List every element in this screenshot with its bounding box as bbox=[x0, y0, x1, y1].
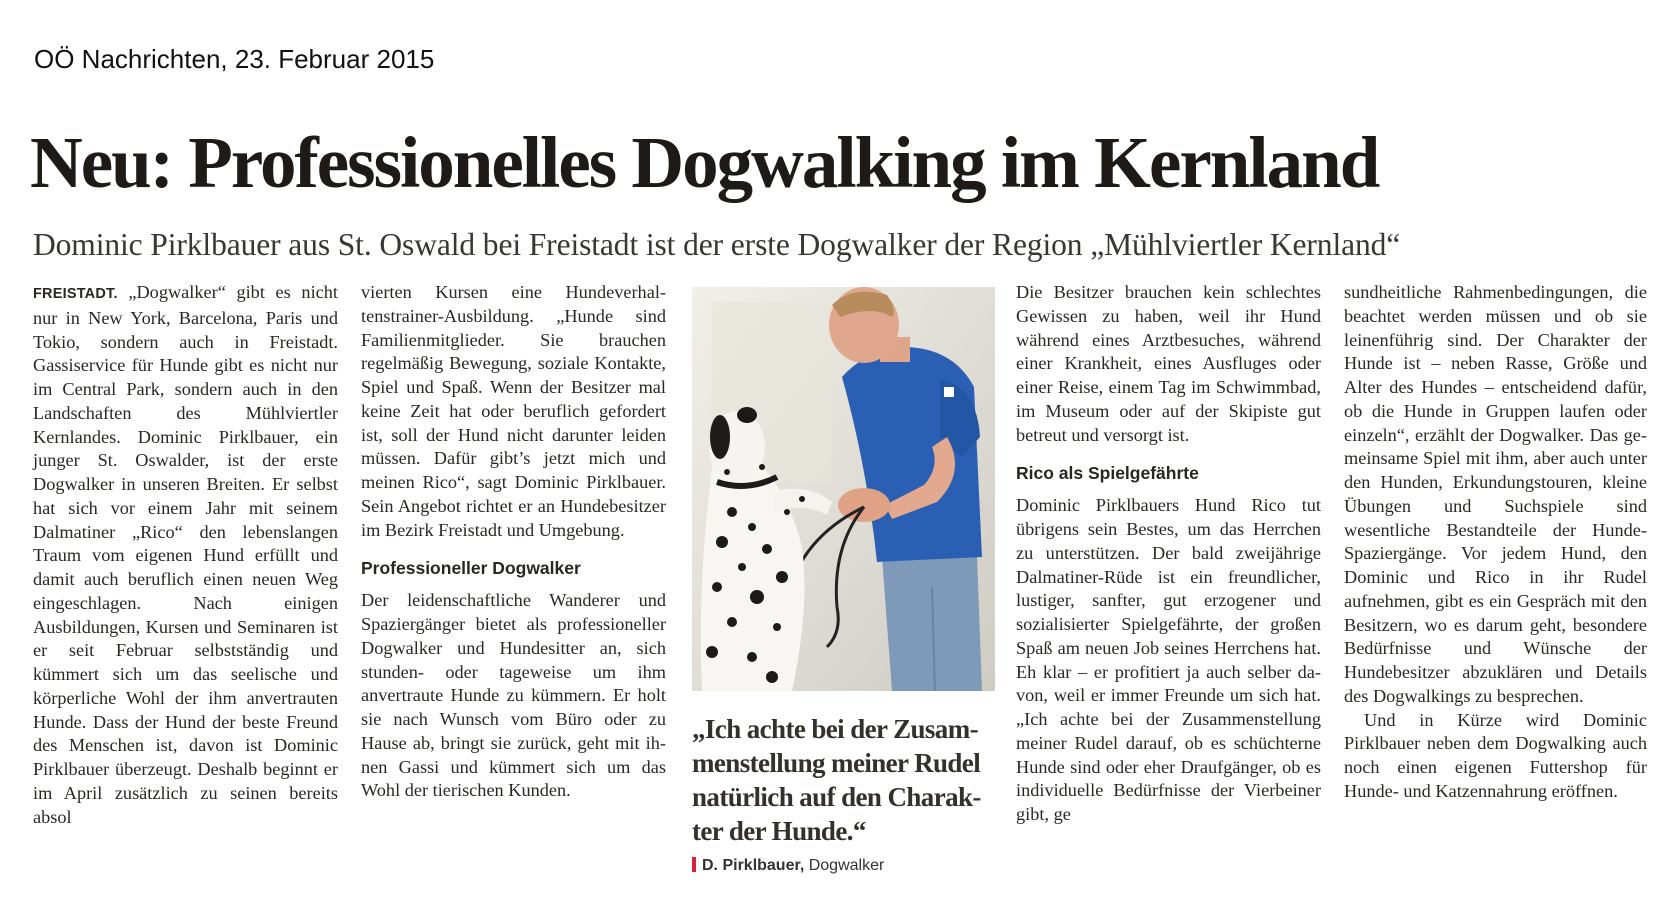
dateline: FREISTADT. bbox=[33, 286, 118, 302]
paragraph: sundheitliche Rahmenbedingungen, die beachtet werden müssen und ob sie leinenführig sind. Der Charakter der Hunde ist – neben Rasse, Größe und Alter des Hundes – entscheidend dafür, ob die Hunde in Gruppen laufen oder einzeln“, erzählt der Dogwalker. Das gemeinsame Spiel mit ihm, aber auch unter den Hunden, Erkundungstouren, kleine Übungen und Suchspiele sind wesentliche Bestandteile der Hunde-Spaziergänge. Vor jedem Hund, den Dominic und Rico in ihr Rudel aufnehmen, gibt es ein Gespräch mit den Besitzern, wo es darum geht, besondere Bedürfnisse und Wünsche der Hundebesitzer abzuklären und Details des Dogwalkings zu besprechen. bbox=[1344, 282, 1647, 706]
pull-quote: „Ich achte bei der Zusammenstellung meiner Rudel natürlich auf den Charakter der Hunde.“ bbox=[692, 714, 982, 846]
section-heading: Professioneller Dogwalker bbox=[361, 558, 581, 579]
paragraph: Dominic Pirklbauers Hund Rico tut übrigens sein Bestes, um das Herrchen zu unterstützen. Der bald zweijährige Dalmatiner-Rüde ist ein freundlicher, lustiger, sanfter, gut erzogener und sozialisierter Spielgefährte, der großen Spaß am neuen Job seines Herrchens hat. Eh klar – er profitiert ja auch selber davon, weil er immer Freunde um sich hat. „Ich achte bei der Zusammenstellung meiner Rudel darauf, ob es schüchterne Hunde sind oder eher Draufgänger, ob es individuelle Bedürfnisse der Vierbeiner gibt, ge bbox=[1016, 495, 1321, 824]
headline: Neu: Professionelles Dogwalking im Kernland bbox=[30, 122, 1379, 203]
paragraph-text: „Dogwalker“ gibt es nicht nur in New York, Barcelona, Paris und Tokio, sondern auch in Freistadt. Gassiservice für Hunde gibt es nicht nur im Central Park, sondern auch in den Landschaften des Mühlviertler Kernlandes. Dominic Pirklbauer, ein junger St. Oswalder, ist der erste Dogwalker in unseren Breiten. Er selbst hat sich vor einem Jahr mit seinem Dalmatiner „Rico“ den lebenslangen Traum vom eigenen Hund erfüllt und damit auch beruflich einen neuen Weg eingeschlagen. Nach einigen Ausbildungen, Kursen und Seminaren ist er seit Februar selbstständig und kümmert sich um das seelische und körperliche Wohl der ihm anvertrauten Hunde. Dass der Hund der beste Freund des Menschen ist, davon ist Dominic Pirklbauer überzeugt. Deshalb beginnt er im April zusätzlich zu seinen bereits absol bbox=[33, 282, 338, 827]
article-column-5 bbox=[1344, 281, 1647, 804]
credit-role: Dogwalker bbox=[808, 857, 885, 874]
section-heading: Rico als Spielgefährte bbox=[1016, 463, 1199, 484]
credit-bar bbox=[692, 857, 696, 872]
paragraph: Die Besitzer brauchen kein schlechtes Gewissen zu haben, weil ihr Hund während eines Arztbesuches, während einer Krankheit, eines Ausfluges oder einer Reise, einem Tag im Schwimmbad, im Museum oder auf der Skipiste gut betreut und versorgt ist. bbox=[1016, 282, 1321, 445]
man-with-dalmatian-photo bbox=[692, 287, 995, 691]
paragraph bbox=[33, 281, 338, 829]
paragraph: Und in Kürze wird Dominic Pirklbauer neben dem Dogwalking auch noch einen eigenen Futtershop für Hunde- und Katzennahrung eröffnen. bbox=[1344, 709, 1647, 801]
credit-name: D. Pirklbauer, bbox=[702, 857, 805, 874]
source-line: OÖ Nachrichten, 23. Februar 2015 bbox=[34, 44, 435, 74]
paragraph: Der leidenschaftliche Wanderer und Spaziergänger bietet als professioneller Dogwalker und Hundesitter an, sich stunden- oder tageweise um ihm anvertraute Hunde zu kümmern. Er holt sie nach Wunsch vom Büro oder zu Hause ab, bringt sie zurück, geht mit ihnen Gassi und kümmert sich um das Wohl der tierischen Kunden. bbox=[361, 590, 666, 801]
quote-credit bbox=[692, 857, 884, 875]
article-column-1 bbox=[33, 281, 338, 829]
subheadline: Dominic Pirklbauer aus St. Oswald bei Freistadt ist der erste Dogwalker der Region „Mühlviertler Kernland“ bbox=[33, 227, 1401, 262]
paragraph: vierten Kursen eine Hundeverhaltenstrainer-Ausbildung. „Hunde sind Familienmitglieder. Sie brauchen regelmäßig Bewegung, soziale Kontakte, Spiel und Spaß. Wenn der Besitzer mal keine Zeit hat oder beruflich gefordert ist, soll der Hund nicht darunter leiden müssen. Dafür gibt’s jetzt mich und meinen Rico“, sagt Dominic Pirklbauer. Sein Angebot richtet er an Hundebesitzer im Bezirk Freistadt und Umgebung. bbox=[361, 282, 666, 540]
article-column-4 bbox=[1016, 281, 1321, 827]
article-column-2 bbox=[361, 281, 666, 803]
